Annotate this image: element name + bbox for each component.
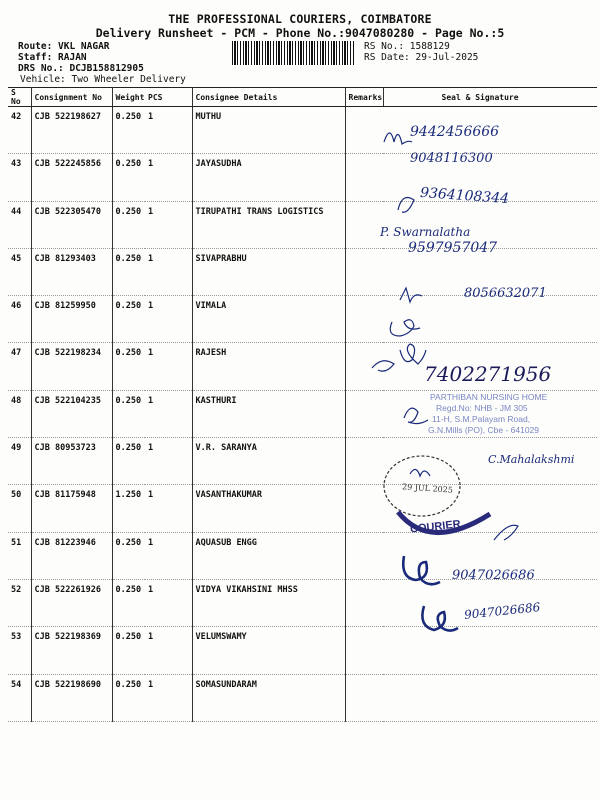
rs-number: RS No.: 1588129 — [364, 41, 450, 52]
col-consignment: Consignment No — [31, 88, 112, 107]
route-label: Route: VKL NAGAR — [18, 41, 110, 52]
cell-consignment: CJB 522104235 — [31, 390, 112, 437]
courier-stamp-text: COURIER — [409, 518, 462, 536]
handwriting-51: C.Mahalakshmi — [488, 453, 575, 466]
cell-pcs: 1 — [145, 532, 192, 579]
cell-weight: 0.250 — [112, 390, 145, 437]
cell-sno: 45 — [8, 248, 31, 295]
cell-pcs: 1 — [145, 438, 192, 485]
cell-consignee: SIVAPRABHU — [192, 248, 345, 295]
cell-consignment: CJB 81259950 — [31, 296, 112, 343]
nursing-stamp-line4: G.N.Mills (PO), Cbe - 641029 — [428, 425, 540, 435]
cell-consignee: VASANTHAKUMAR — [192, 485, 345, 532]
cell-weight: 0.250 — [112, 438, 145, 485]
cell-sno: 53 — [8, 627, 31, 674]
vehicle-label: Vehicle: Two Wheeler Delivery — [20, 74, 186, 85]
signature-scribble-48 — [372, 344, 426, 371]
signature-scribble-54 — [422, 606, 458, 631]
cell-consignment: CJB 522305470 — [31, 201, 112, 248]
cell-consignment: CJB 522245856 — [31, 154, 112, 201]
handwriting-45a: P. Swarnalatha — [380, 225, 471, 239]
cell-sno: 49 — [8, 438, 31, 485]
cell-consignee: MUTHU — [192, 107, 345, 154]
cell-pcs: 1 — [145, 343, 192, 390]
col-remarks: Remarks — [345, 88, 383, 107]
cell-sno: 54 — [8, 674, 31, 721]
col-consignee: Consignee Details — [192, 88, 345, 107]
cell-consignee: RAJESH — [192, 343, 345, 390]
cell-weight: 0.250 — [112, 627, 145, 674]
cell-pcs: 1 — [145, 390, 192, 437]
cell-weight: 0.250 — [112, 154, 145, 201]
cell-pcs: 1 — [145, 154, 192, 201]
cell-sno: 44 — [8, 201, 31, 248]
cell-weight: 0.250 — [112, 248, 145, 295]
cell-sno: 42 — [8, 107, 31, 154]
cell-sno: 43 — [8, 154, 31, 201]
cell-sno: 50 — [8, 485, 31, 532]
cell-consignee: V.R. SARANYA — [192, 438, 345, 485]
cell-weight: 0.250 — [112, 532, 145, 579]
cell-sno: 47 — [8, 343, 31, 390]
date-stamp-text: 29 JUL 2025 — [401, 482, 454, 495]
signature-scribble-47 — [390, 320, 420, 336]
cell-weight: 0.250 — [112, 674, 145, 721]
cell-weight: 0.250 — [112, 579, 145, 626]
col-weight: Weight — [112, 88, 145, 107]
handwriting-43: 9048116300 — [410, 151, 493, 166]
handwriting-54: 9047026686 — [463, 600, 541, 622]
cell-weight: 0.250 — [112, 296, 145, 343]
signature-scribble-51 — [410, 469, 430, 476]
cell-consignment: CJB 81223946 — [31, 532, 112, 579]
col-sno: S No — [8, 88, 31, 107]
signature-scribble-53 — [403, 556, 440, 584]
cell-consignee: VELUMSWAMY — [192, 627, 345, 674]
cell-pcs: 1 — [145, 627, 192, 674]
cell-consignee: KASTHURI — [192, 390, 345, 437]
col-seal-signature: Seal & Signature — [383, 88, 597, 107]
cell-pcs: 1 — [145, 201, 192, 248]
cell-consignment: CJB 80953723 — [31, 438, 112, 485]
col-pcs: PCS — [145, 88, 192, 107]
cell-sno: 48 — [8, 390, 31, 437]
cell-consignment: CJB 522261926 — [31, 579, 112, 626]
cell-sno: 52 — [8, 579, 31, 626]
cell-consignee: SOMASUNDARAM — [192, 674, 345, 721]
cell-consignment: CJB 81293403 — [31, 248, 112, 295]
runsheet-subtitle: Delivery Runsheet - PCM - Phone No.:9047080280 - Page No.:5 — [95, 26, 505, 40]
signature-scribble-42 — [384, 133, 412, 144]
nursing-stamp-line1: PARTHIBAN NURSING HOME — [430, 392, 548, 402]
handwriting-48: 7402271956 — [424, 362, 552, 386]
cell-weight: 1.250 — [112, 485, 145, 532]
cell-consignee: VIDYA VIKAHSINI MHSS — [192, 579, 345, 626]
cell-consignment: CJB 522198690 — [31, 674, 112, 721]
cell-consignee: JAYASUDHA — [192, 154, 345, 201]
nursing-stamp-line2: Regd.No: NHB - JM 305 — [436, 403, 528, 413]
cell-consignment: CJB 81175948 — [31, 485, 112, 532]
cell-sno: 46 — [8, 296, 31, 343]
signature-scribble-44 — [398, 198, 414, 213]
cell-sno: 51 — [8, 532, 31, 579]
rs-date: RS Date: 29-Jul-2025 — [364, 52, 479, 63]
company-title: THE PROFESSIONAL COURIERS, COIMBATORE — [168, 12, 432, 26]
drs-number: DRS No.: DCJB158812905 — [18, 63, 144, 74]
handwriting-45b: 9597957047 — [408, 240, 498, 256]
signature-scribble-52 — [494, 525, 518, 540]
cell-consignee: VIMALA — [192, 296, 345, 343]
cell-weight: 0.250 — [112, 201, 145, 248]
cell-pcs: 1 — [145, 107, 192, 154]
cell-pcs: 1 — [145, 296, 192, 343]
nursing-stamp-line3: 11-H, S.M.Palayam Road, — [432, 414, 531, 424]
cell-pcs: 1 — [145, 579, 192, 626]
cell-consignment: CJB 522198369 — [31, 627, 112, 674]
staff-label: Staff: RAJAN — [18, 52, 87, 63]
cell-consignee: TIRUPATHI TRANS LOGISTICS — [192, 201, 345, 248]
signature-scribble-46 — [400, 288, 422, 302]
handwriting-46: 8056632071 — [464, 286, 547, 301]
cell-consignment: CJB 522198234 — [31, 343, 112, 390]
cell-consignment: CJB 522198627 — [31, 107, 112, 154]
signature-scribble-49 — [404, 408, 428, 423]
cell-pcs: 1 — [145, 674, 192, 721]
handwriting-42: 9442456666 — [410, 124, 500, 140]
cell-pcs: 1 — [145, 248, 192, 295]
handwriting-53: 9047026686 — [452, 568, 535, 583]
cell-pcs: 1 — [145, 485, 192, 532]
cell-weight: 0.250 — [112, 107, 145, 154]
cell-consignee: AQUASUB ENGG — [192, 532, 345, 579]
cell-weight: 0.250 — [112, 343, 145, 390]
handwriting-44: 9364108344 — [419, 184, 510, 208]
